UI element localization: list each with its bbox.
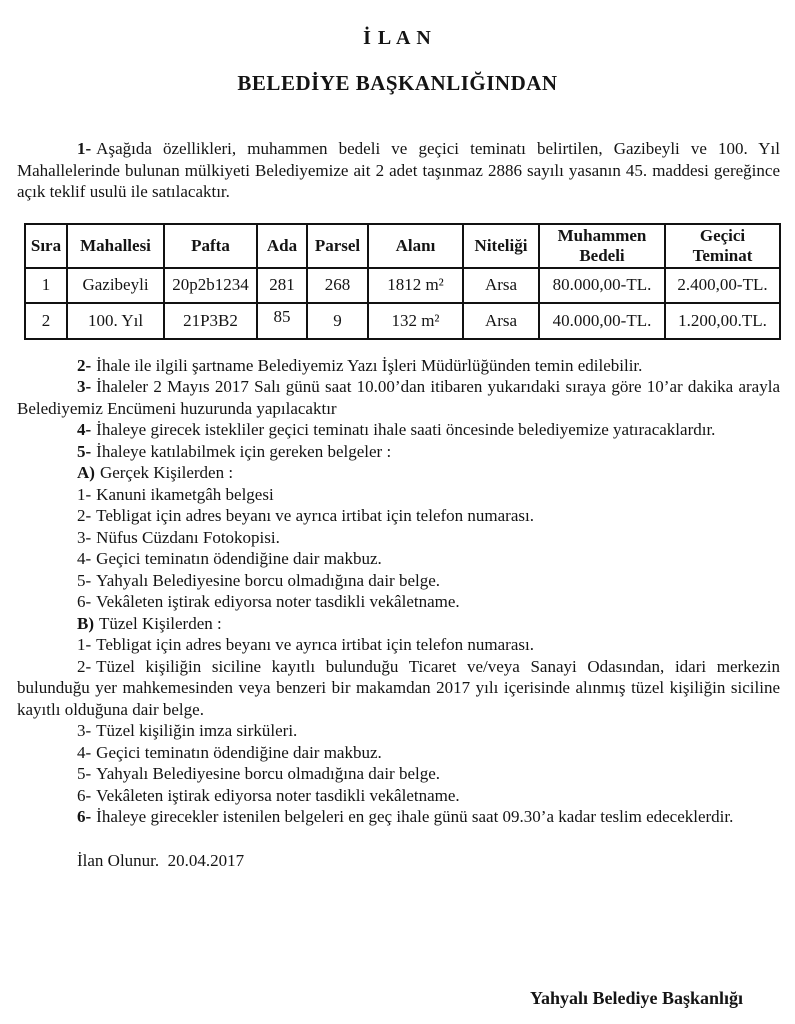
clause <box>17 742 780 764</box>
clause-text: Vekâleten iştirak ediyorsa noter tasdikli vekâletname. <box>96 592 460 611</box>
table-cell: 100. Yıl <box>67 303 164 339</box>
clause <box>17 376 780 419</box>
intro-paragraph <box>17 138 780 203</box>
col-header-gecici-teminat: Geçici Teminat <box>665 224 780 268</box>
table-cell: 268 <box>307 268 368 303</box>
clause-lead: 3- <box>77 721 92 740</box>
clause <box>17 591 780 613</box>
table-cell: 281 <box>257 268 307 303</box>
clause-list <box>17 355 780 828</box>
table-cell: 20p2b1234 <box>164 268 257 303</box>
clause <box>17 441 780 463</box>
table-cell: 2.400,00-TL. <box>665 268 780 303</box>
clause-lead: 2- <box>77 506 92 525</box>
clause-lead: A) <box>77 463 95 482</box>
clause-text: İhaleler 2 Mayıs 2017 Salı günü saat 10.00’dan itibaren yukarıdaki sıraya göre 10’ar dakika arayla Belediyemiz Encümeni huzurunda yapılacaktır <box>17 377 780 418</box>
clause-lead: 5- <box>77 441 92 461</box>
clause <box>17 763 780 785</box>
clause <box>17 462 780 484</box>
clause <box>17 570 780 592</box>
clause <box>17 527 780 549</box>
doc-body <box>0 138 795 871</box>
col-header-parsel: Parsel <box>307 224 368 268</box>
table-cell: 1.200,00.TL. <box>665 303 780 339</box>
clause-text: Gerçek Kişilerden : <box>99 463 234 482</box>
clause-text: Geçici teminatın ödendiğine dair makbuz. <box>96 549 382 568</box>
clause-text: Yahyalı Belediyesine borcu olmadığına dair belge. <box>96 764 441 783</box>
clause <box>17 484 780 506</box>
clause-lead: 2- <box>77 656 92 676</box>
col-header-alani: Alanı <box>368 224 463 268</box>
clause <box>17 806 780 828</box>
clause-text: Tebligat için adres beyanı ve ayrıca irtibat için telefon numarası. <box>96 506 534 525</box>
col-header-muhammen-bedeli: Muhammen Bedeli <box>539 224 665 268</box>
clause-lead: 6- <box>77 592 92 611</box>
clause-lead: 3- <box>77 377 92 396</box>
clause-lead: 5- <box>77 764 92 783</box>
clause-lead: 6- <box>77 807 92 826</box>
table-cell: 80.000,00-TL. <box>539 268 665 303</box>
table-row <box>25 268 780 303</box>
table-cell: 1812 m² <box>368 268 463 303</box>
doc-subtitle: BELEDİYE BAŞKANLIĞINDAN <box>237 71 558 95</box>
clause-text: İhale ile ilgili şartname Belediyemiz Yazı İşleri Müdürlüğünden temin edilebilir. <box>96 355 643 375</box>
clause-text: Tüzel kişiliğin siciline kayıtlı bulunduğu Ticaret ve/veya Sanayi Odasından, idari merkezin bulunduğu yer mahkemesinden veya benzeri bir makamdan 2017 yılı içerisinde alınmış tüzel kişiliğin siciline kayıtlı olduğuna dair belge. <box>17 656 780 719</box>
clause <box>17 505 780 527</box>
clause-lead: 6- <box>77 785 92 805</box>
clause <box>17 785 780 807</box>
table-row <box>25 303 780 339</box>
clause-text: Tüzel kişiliğin imza sirküleri. <box>96 721 298 740</box>
clause-lead: 4- <box>77 549 92 568</box>
clause-text: İhaleye katılabilmek için gereken belgeler : <box>96 441 392 461</box>
table-header-row <box>25 224 780 268</box>
clause <box>17 548 780 570</box>
clause <box>17 419 780 441</box>
table-cell: 21P3B2 <box>164 303 257 339</box>
clause-lead: 4- <box>77 742 92 762</box>
table-cell: 9 <box>307 303 368 339</box>
clause-lead: 2- <box>77 355 92 375</box>
table-cell: 132 m² <box>368 303 463 339</box>
publish-line: İlan Olunur. 20.04.2017 <box>77 850 245 870</box>
clause-lead: 3- <box>77 527 92 547</box>
clause-text: Vekâleten iştirak ediyorsa noter tasdikli vekâletname. <box>96 785 460 805</box>
table-cell: 85 <box>257 303 307 339</box>
col-header-pafta: Pafta <box>164 224 257 268</box>
clause <box>17 613 780 635</box>
clause <box>17 634 780 656</box>
clause-lead: 1- <box>77 484 92 504</box>
table-cell: 40.000,00-TL. <box>539 303 665 339</box>
col-header-ada: Ada <box>257 224 307 268</box>
intro-text: Aşağıda özellikleri, muhammen bedeli ve geçici teminatı belirtilen, Gazibeyli ve 100. Yıl Mahallelerinde bulunan mülkiyeti Belediyemize ait 2 adet taşınmaz 2886 sayılı yasanın 45. maddesi gereğince açık teklif usulü ile satılacaktır. <box>17 139 780 201</box>
table-cell: Arsa <box>463 268 539 303</box>
clause-text: Nüfus Cüzdanı Fotokopisi. <box>96 527 280 547</box>
table-cell: 2 <box>25 303 67 339</box>
clause-text: Yahyalı Belediyesine borcu olmadığına dair belge. <box>96 570 441 590</box>
table-cell: Gazibeyli <box>67 268 164 303</box>
clause-text: Kanuni ikametgâh belgesi <box>96 484 274 504</box>
col-header-sira: Sıra <box>25 224 67 268</box>
clause-text: Geçici teminatın ödendiğine dair makbuz. <box>96 742 382 762</box>
intro-lead: 1- <box>77 139 92 158</box>
doc-title: İ L A N <box>363 27 432 49</box>
clause-text: İhaleye girecek istekliler geçici teminatı ihale saati öncesinde belediyemize yatıracaklardır. <box>96 420 716 439</box>
clause-lead: 5- <box>77 570 92 590</box>
clause-text: İhaleye girecekler istenilen belgeleri en geç ihale günü saat 09.30’a kadar teslim edeceklerdir. <box>96 807 734 826</box>
clause-text: Tebligat için adres beyanı ve ayrıca irtibat için telefon numarası. <box>96 635 534 654</box>
clause-lead: 1- <box>77 635 92 654</box>
clause-lead: 4- <box>77 420 92 439</box>
clause-lead: B) <box>77 613 94 633</box>
clause <box>17 656 780 721</box>
clause <box>17 355 780 377</box>
clause <box>17 720 780 742</box>
clause-text: Tüzel Kişilerden : <box>99 613 222 633</box>
col-header-mahallesi: Mahallesi <box>67 224 164 268</box>
announcement-table <box>24 223 781 340</box>
col-header-niteligi: Niteliği <box>463 224 539 268</box>
table-cell: 1 <box>25 268 67 303</box>
table-cell: Arsa <box>463 303 539 339</box>
signature: Yahyalı Belediye Başkanlığı <box>529 988 743 1008</box>
